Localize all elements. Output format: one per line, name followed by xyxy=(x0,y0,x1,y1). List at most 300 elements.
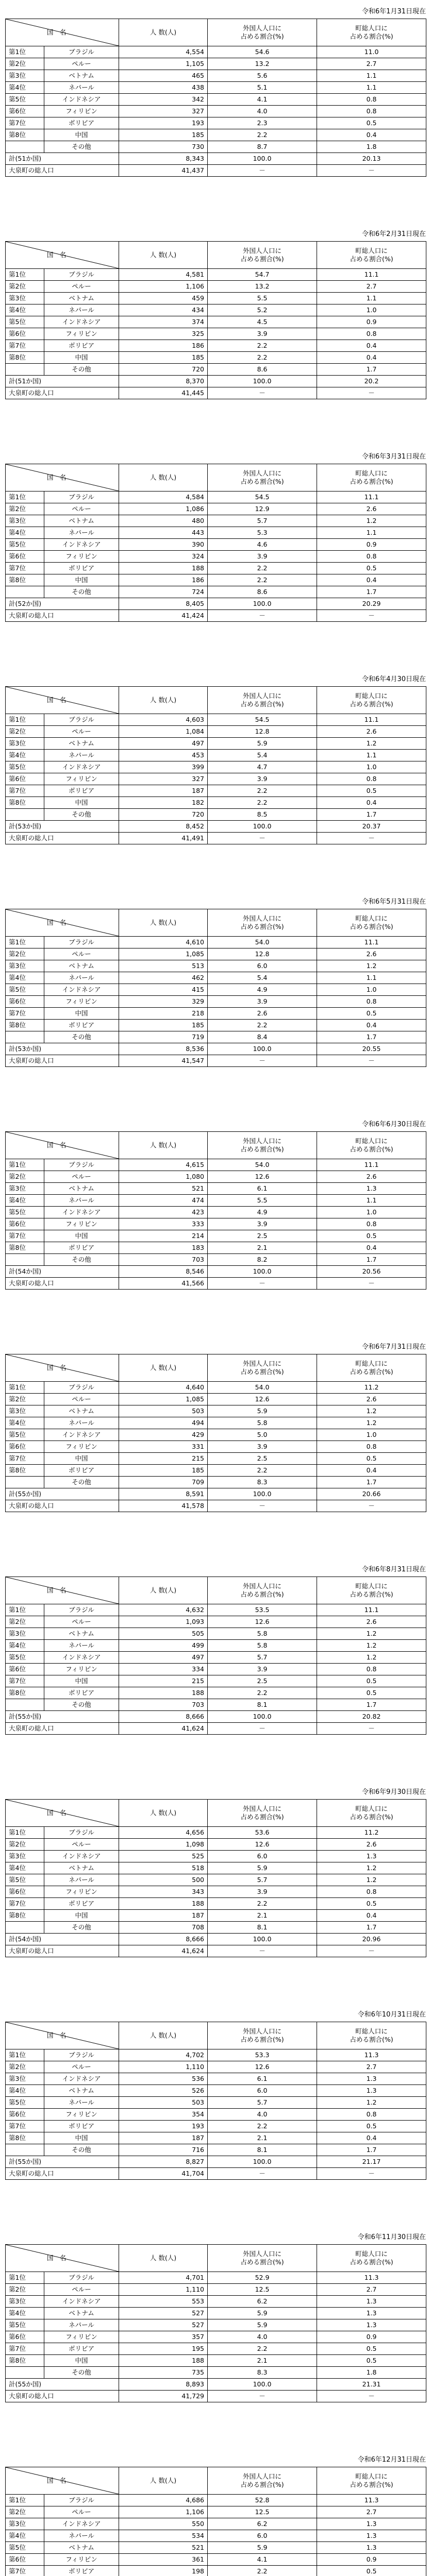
other-row xyxy=(6,809,426,821)
count-cell: 198 xyxy=(119,2566,208,2576)
as-of-date: 令和6年8月31日現在 xyxy=(361,1566,426,1573)
count-cell: 185 xyxy=(119,1020,208,1031)
town-share-cell: 11.2 xyxy=(317,1827,426,1839)
row-label-cell: 計(51か国) xyxy=(6,153,119,165)
table-row xyxy=(6,1675,426,1687)
foreign-share-cell: 54.6 xyxy=(208,46,317,58)
foreign-share-header-line1: 外国人人口に xyxy=(243,247,282,255)
foreign-share-header-line1: 外国人人口に xyxy=(243,24,282,32)
town-share-cell: 0.5 xyxy=(317,1453,426,1465)
country-name-cell: フィリピン xyxy=(44,1664,119,1675)
count-cell: 41,437 xyxy=(119,165,208,177)
count-cell: 518 xyxy=(119,1862,208,1874)
town-share-cell: 1.1 xyxy=(317,972,426,984)
empty-rank-cell xyxy=(6,809,44,821)
country-name-cell: ベトナム xyxy=(44,515,119,527)
town-share-cell: 0.8 xyxy=(317,551,426,563)
town-share-cell: 0.4 xyxy=(317,1242,426,1254)
table-row xyxy=(6,539,426,551)
table-row xyxy=(6,1159,426,1171)
foreign-share-cell: 12.8 xyxy=(208,726,317,738)
foreign-share-cell: 6.0 xyxy=(208,2085,317,2097)
table-row xyxy=(6,761,426,773)
rank-cell: 第2位 xyxy=(6,58,44,70)
country-header xyxy=(6,464,119,492)
count-cell: 41,578 xyxy=(119,1500,208,1512)
foreign-share-cell: 6.1 xyxy=(208,1183,317,1195)
town-share-cell: － xyxy=(317,387,426,399)
population-row xyxy=(6,2391,426,2402)
town-share-cell: 1.1 xyxy=(317,70,426,82)
country-name-cell: ボリビア xyxy=(44,340,119,352)
table-row xyxy=(6,1429,426,1441)
rank-cell: 第7位 xyxy=(6,1898,44,1910)
foreign-share-cell: 2.2 xyxy=(208,563,317,574)
table-header-row xyxy=(6,2467,426,2495)
country-name-cell: 中国 xyxy=(44,352,119,364)
foreign-share-cell: 3.9 xyxy=(208,328,317,340)
rank-cell: 第5位 xyxy=(6,1429,44,1441)
table-row xyxy=(6,58,426,70)
town-share-cell: 2.6 xyxy=(317,1616,426,1628)
rank-cell: 第1位 xyxy=(6,2272,44,2284)
foreign-share-header-line1: 外国人人口に xyxy=(243,914,282,922)
row-label-cell: 計(54か国) xyxy=(6,1934,119,1945)
foreign-share-cell: 54.5 xyxy=(208,492,317,503)
count-cell: 188 xyxy=(119,1687,208,1699)
row-label-cell: 大泉町の総人口 xyxy=(6,2391,119,2402)
population-row xyxy=(6,833,426,844)
country-name-cell: インドネシア xyxy=(44,1207,119,1218)
foreign-share-cell: 5.0 xyxy=(208,1429,317,1441)
foreign-share-cell: 5.9 xyxy=(208,1862,317,1874)
foreign-share-cell: － xyxy=(208,1500,317,1512)
foreign-share-cell: 5.9 xyxy=(208,1405,317,1417)
count-header: 人 数(人) xyxy=(119,2022,208,2049)
foreign-share-cell: 12.6 xyxy=(208,1171,317,1183)
count-header: 人 数(人) xyxy=(119,242,208,269)
rank-cell: 第3位 xyxy=(6,1405,44,1417)
count-cell: 434 xyxy=(119,304,208,316)
foreign-share-cell: 12.6 xyxy=(208,1616,317,1628)
foreign-share-header-line2: 占める割合(%) xyxy=(240,478,284,485)
foreign-share-cell: 2.2 xyxy=(208,574,317,586)
count-cell: 8,827 xyxy=(119,2156,208,2168)
rank-cell: 第4位 xyxy=(6,750,44,761)
empty-rank-cell xyxy=(6,1922,44,1934)
country-name-cell: 中国 xyxy=(44,2355,119,2367)
foreign-share-header-line2: 占める割合(%) xyxy=(240,923,284,930)
town-share-cell: 0.9 xyxy=(317,2331,426,2343)
table-row xyxy=(6,129,426,141)
foreign-share-header xyxy=(208,909,317,937)
population-table xyxy=(5,2467,426,2576)
population-row xyxy=(6,610,426,622)
count-cell: 500 xyxy=(119,1874,208,1886)
table-row xyxy=(6,714,426,726)
country-name-cell: ネパール xyxy=(44,1195,119,1207)
foreign-share-header xyxy=(208,2022,317,2049)
foreign-share-header-line1: 外国人人口に xyxy=(243,692,282,700)
foreign-share-cell: 5.9 xyxy=(208,2542,317,2554)
table-row xyxy=(6,1628,426,1640)
rank-cell: 第6位 xyxy=(6,773,44,785)
foreign-share-cell: 3.9 xyxy=(208,1441,317,1453)
rank-cell: 第8位 xyxy=(6,2355,44,2367)
table-row xyxy=(6,1394,426,1405)
country-name-cell: ブラジル xyxy=(44,937,119,948)
foreign-share-cell: 100.0 xyxy=(208,376,317,387)
table-row xyxy=(6,984,426,996)
rank-cell: 第4位 xyxy=(6,1862,44,1874)
count-header: 人 数(人) xyxy=(119,464,208,492)
table-row xyxy=(6,82,426,94)
town-share-cell: 20.37 xyxy=(317,821,426,833)
rank-cell: 第4位 xyxy=(6,304,44,316)
country-name-cell: ボリビア xyxy=(44,2121,119,2132)
count-cell: 218 xyxy=(119,1008,208,1020)
rank-cell: 第3位 xyxy=(6,515,44,527)
rank-cell: 第5位 xyxy=(6,761,44,773)
foreign-share-cell: 5.3 xyxy=(208,527,317,539)
empty-rank-cell xyxy=(6,1031,44,1043)
country-name-cell: フィリピン xyxy=(44,1886,119,1898)
count-cell: 390 xyxy=(119,539,208,551)
rank-cell: 第8位 xyxy=(6,1687,44,1699)
town-share-cell: 20.56 xyxy=(317,1266,426,1278)
row-label-cell: その他 xyxy=(44,1922,119,1934)
town-share-cell: 2.7 xyxy=(317,58,426,70)
foreign-share-cell: 100.0 xyxy=(208,2379,317,2391)
town-share-cell: 1.7 xyxy=(317,809,426,821)
count-cell: 215 xyxy=(119,1675,208,1687)
count-cell: 1,086 xyxy=(119,503,208,515)
foreign-share-cell: 2.6 xyxy=(208,1008,317,1020)
foreign-share-header-line1: 外国人人口に xyxy=(243,2472,282,2480)
foreign-share-header xyxy=(208,2467,317,2495)
count-cell: 4,632 xyxy=(119,1604,208,1616)
table-header-row xyxy=(6,1132,426,1159)
town-share-cell: － xyxy=(317,2168,426,2180)
as-of-date: 令和6年1月31日現在 xyxy=(361,8,426,15)
count-cell: 1,098 xyxy=(119,1839,208,1851)
country-name-cell: ベトナム xyxy=(44,1183,119,1195)
rank-cell: 第4位 xyxy=(6,1640,44,1652)
table-row xyxy=(6,1171,426,1183)
empty-rank-cell xyxy=(6,1254,44,1266)
count-cell: 494 xyxy=(119,1417,208,1429)
foreign-share-cell: － xyxy=(208,387,317,399)
foreign-share-cell: 52.8 xyxy=(208,2495,317,2506)
foreign-share-cell: 3.9 xyxy=(208,773,317,785)
as-of-date: 令和6年7月31日現在 xyxy=(361,1343,426,1351)
table-row xyxy=(6,1652,426,1664)
country-name-cell: 中国 xyxy=(44,797,119,809)
table-row xyxy=(6,785,426,797)
table-row xyxy=(6,2085,426,2097)
town-share-cell: 20.96 xyxy=(317,1934,426,1945)
count-cell: 4,686 xyxy=(119,2495,208,2506)
empty-rank-cell xyxy=(6,1477,44,1488)
empty-rank-cell xyxy=(6,2367,44,2379)
town-share-header-line1: 町総人口に xyxy=(355,2027,388,2035)
country-name-cell: ペルー xyxy=(44,2061,119,2073)
country-name-cell: フィリピン xyxy=(44,106,119,117)
town-share-header-line2: 占める割合(%) xyxy=(350,255,393,263)
count-cell: 525 xyxy=(119,1851,208,1862)
town-share-cell: 0.4 xyxy=(317,340,426,352)
total-row xyxy=(6,1711,426,1723)
rank-cell: 第5位 xyxy=(6,1652,44,1664)
town-share-cell: 1.2 xyxy=(317,1874,426,1886)
table-row xyxy=(6,281,426,293)
table-row xyxy=(6,492,426,503)
country-name-cell: 中国 xyxy=(44,574,119,586)
town-share-cell: 0.8 xyxy=(317,996,426,1008)
town-share-cell: 11.1 xyxy=(317,269,426,281)
town-share-cell: 1.2 xyxy=(317,1862,426,1874)
table-header-row xyxy=(6,19,426,46)
count-cell: 521 xyxy=(119,2542,208,2554)
count-header: 人 数(人) xyxy=(119,1577,208,1604)
town-share-cell: 11.1 xyxy=(317,1159,426,1171)
foreign-share-cell: － xyxy=(208,610,317,622)
rank-cell: 第2位 xyxy=(6,1616,44,1628)
foreign-share-header-line2: 占める割合(%) xyxy=(240,700,284,708)
town-share-cell: 0.5 xyxy=(317,1675,426,1687)
country-header xyxy=(6,687,119,714)
foreign-share-cell: 5.6 xyxy=(208,70,317,82)
country-name-cell: ベトナム xyxy=(44,2542,119,2554)
country-header xyxy=(6,909,119,937)
country-header xyxy=(6,1577,119,1604)
table-row xyxy=(6,527,426,539)
rank-cell: 第8位 xyxy=(6,352,44,364)
count-cell: 8,405 xyxy=(119,598,208,610)
count-cell: 703 xyxy=(119,1699,208,1711)
town-share-cell: 1.2 xyxy=(317,960,426,972)
rank-cell: 第8位 xyxy=(6,1465,44,1477)
foreign-share-cell: 100.0 xyxy=(208,821,317,833)
count-cell: 187 xyxy=(119,1910,208,1922)
row-label-cell: 大泉町の総人口 xyxy=(6,1723,119,1735)
table-row xyxy=(6,574,426,586)
foreign-share-cell: 3.9 xyxy=(208,996,317,1008)
count-cell: 8,343 xyxy=(119,153,208,165)
count-cell: 536 xyxy=(119,2073,208,2085)
town-share-header xyxy=(317,687,426,714)
rank-cell: 第1位 xyxy=(6,269,44,281)
town-share-header-line2: 占める割合(%) xyxy=(350,2036,393,2043)
country-name-cell: ペルー xyxy=(44,281,119,293)
rank-cell: 第3位 xyxy=(6,2518,44,2530)
count-cell: 324 xyxy=(119,551,208,563)
foreign-share-cell: 12.5 xyxy=(208,2284,317,2296)
count-cell: 185 xyxy=(119,352,208,364)
town-share-header xyxy=(317,1132,426,1159)
town-share-cell: － xyxy=(317,1055,426,1067)
town-share-cell: 0.5 xyxy=(317,2355,426,2367)
rank-cell: 第8位 xyxy=(6,1020,44,1031)
row-label-cell: 計(55か国) xyxy=(6,2379,119,2391)
table-row xyxy=(6,94,426,106)
town-share-cell: 0.5 xyxy=(317,785,426,797)
foreign-share-header-line2: 占める割合(%) xyxy=(240,2258,284,2266)
table-row xyxy=(6,1230,426,1242)
count-cell: 329 xyxy=(119,996,208,1008)
foreign-share-cell: － xyxy=(208,1723,317,1735)
country-header-label: 国 名 xyxy=(47,1364,67,1371)
country-name-cell: ベトナム xyxy=(44,738,119,750)
count-header: 人 数(人) xyxy=(119,1132,208,1159)
table-row xyxy=(6,1242,426,1254)
country-name-cell: ブラジル xyxy=(44,1827,119,1839)
count-cell: 8,666 xyxy=(119,1711,208,1723)
count-cell: 8,546 xyxy=(119,1266,208,1278)
town-share-cell: 0.4 xyxy=(317,797,426,809)
town-share-cell: 20.66 xyxy=(317,1488,426,1500)
row-label-cell: その他 xyxy=(44,2144,119,2156)
count-cell: 333 xyxy=(119,1218,208,1230)
foreign-share-cell: 5.9 xyxy=(208,2308,317,2319)
count-cell: 499 xyxy=(119,1640,208,1652)
foreign-share-cell: 100.0 xyxy=(208,2156,317,2168)
rank-cell: 第8位 xyxy=(6,574,44,586)
foreign-share-header xyxy=(208,1132,317,1159)
foreign-share-cell: 6.1 xyxy=(208,2073,317,2085)
monthly-table-block xyxy=(5,2226,426,2448)
rank-cell: 第1位 xyxy=(6,1827,44,1839)
table-row xyxy=(6,106,426,117)
town-share-cell: 1.2 xyxy=(317,738,426,750)
foreign-share-cell: 2.2 xyxy=(208,1687,317,1699)
town-share-cell: 0.4 xyxy=(317,129,426,141)
foreign-share-cell: 53.6 xyxy=(208,1827,317,1839)
row-label-cell: 計(55か国) xyxy=(6,1711,119,1723)
count-cell: 188 xyxy=(119,563,208,574)
foreign-share-header-line1: 外国人人口に xyxy=(243,1137,282,1145)
count-cell: 4,702 xyxy=(119,2049,208,2061)
foreign-share-header xyxy=(208,687,317,714)
other-row xyxy=(6,2144,426,2156)
country-name-cell: インドネシア xyxy=(44,316,119,328)
total-row xyxy=(6,1043,426,1055)
country-name-cell: インドネシア xyxy=(44,2073,119,2085)
rank-cell: 第6位 xyxy=(6,2554,44,2566)
count-cell: 193 xyxy=(119,117,208,129)
count-cell: 8,893 xyxy=(119,2379,208,2391)
country-name-cell: フィリピン xyxy=(44,773,119,785)
other-row xyxy=(6,141,426,153)
count-cell: 41,491 xyxy=(119,833,208,844)
count-cell: 526 xyxy=(119,2085,208,2097)
table-row xyxy=(6,2097,426,2109)
town-share-cell: 0.8 xyxy=(317,94,426,106)
foreign-share-cell: 2.2 xyxy=(208,2566,317,2576)
foreign-share-cell: 2.2 xyxy=(208,785,317,797)
town-share-cell: 0.5 xyxy=(317,563,426,574)
country-header xyxy=(6,2245,119,2272)
country-name-cell: ペルー xyxy=(44,2506,119,2518)
table-row xyxy=(6,1851,426,1862)
table-row xyxy=(6,1886,426,1898)
country-name-cell: ネパール xyxy=(44,1417,119,1429)
count-cell: 708 xyxy=(119,1922,208,1934)
rank-cell: 第6位 xyxy=(6,106,44,117)
count-cell: 41,445 xyxy=(119,387,208,399)
town-share-cell: 1.7 xyxy=(317,1699,426,1711)
town-share-header-line2: 占める割合(%) xyxy=(350,1368,393,1376)
other-row xyxy=(6,2367,426,2379)
country-header-label: 国 名 xyxy=(47,28,67,36)
count-cell: 325 xyxy=(119,328,208,340)
town-share-cell: － xyxy=(317,1723,426,1735)
row-label-cell: 大泉町の総人口 xyxy=(6,1945,119,1957)
population-table xyxy=(5,241,426,399)
table-header-row xyxy=(6,1577,426,1604)
table-body xyxy=(6,1604,426,1735)
as-of-date: 令和6年3月31日現在 xyxy=(361,453,426,461)
foreign-share-cell: 4.1 xyxy=(208,94,317,106)
country-name-cell: ベトナム xyxy=(44,960,119,972)
table-row xyxy=(6,773,426,785)
country-name-cell: ブラジル xyxy=(44,492,119,503)
foreign-share-header-line2: 占める割合(%) xyxy=(240,1590,284,1598)
country-name-cell: ブラジル xyxy=(44,46,119,58)
rank-cell: 第1位 xyxy=(6,2495,44,2506)
country-header-label: 国 名 xyxy=(47,473,67,481)
rank-cell: 第6位 xyxy=(6,1664,44,1675)
foreign-share-cell: 12.9 xyxy=(208,503,317,515)
rank-cell: 第3位 xyxy=(6,1628,44,1640)
foreign-share-cell: 2.5 xyxy=(208,1453,317,1465)
count-cell: 1,084 xyxy=(119,726,208,738)
table-body xyxy=(6,46,426,177)
table-row xyxy=(6,2343,426,2355)
other-row xyxy=(6,1254,426,1266)
town-share-cell: 1.3 xyxy=(317,2296,426,2308)
town-share-cell: 1.8 xyxy=(317,141,426,153)
country-name-cell: ブラジル xyxy=(44,1604,119,1616)
country-name-cell: インドネシア xyxy=(44,2296,119,2308)
count-cell: 41,624 xyxy=(119,1723,208,1735)
town-share-cell: 0.5 xyxy=(317,1008,426,1020)
row-label-cell: その他 xyxy=(44,586,119,598)
town-share-cell: 0.5 xyxy=(317,117,426,129)
foreign-share-cell: 5.2 xyxy=(208,304,317,316)
count-cell: 327 xyxy=(119,106,208,117)
rank-cell: 第5位 xyxy=(6,94,44,106)
country-name-cell: インドネシア xyxy=(44,539,119,551)
foreign-share-cell: － xyxy=(208,833,317,844)
rank-cell: 第5位 xyxy=(6,2542,44,2554)
count-cell: 8,370 xyxy=(119,376,208,387)
count-cell: 4,610 xyxy=(119,937,208,948)
foreign-share-cell: 8.3 xyxy=(208,2367,317,2379)
country-header-label: 国 名 xyxy=(47,1141,67,1149)
count-cell: 1,085 xyxy=(119,1394,208,1405)
town-share-cell: 20.55 xyxy=(317,1043,426,1055)
town-share-cell: － xyxy=(317,610,426,622)
country-name-cell: ブラジル xyxy=(44,1159,119,1171)
total-row xyxy=(6,1488,426,1500)
foreign-share-cell: 100.0 xyxy=(208,1934,317,1945)
rank-cell: 第8位 xyxy=(6,129,44,141)
foreign-share-cell: 6.0 xyxy=(208,1851,317,1862)
count-cell: 1,106 xyxy=(119,281,208,293)
count-cell: 735 xyxy=(119,2367,208,2379)
count-cell: 716 xyxy=(119,2144,208,2156)
